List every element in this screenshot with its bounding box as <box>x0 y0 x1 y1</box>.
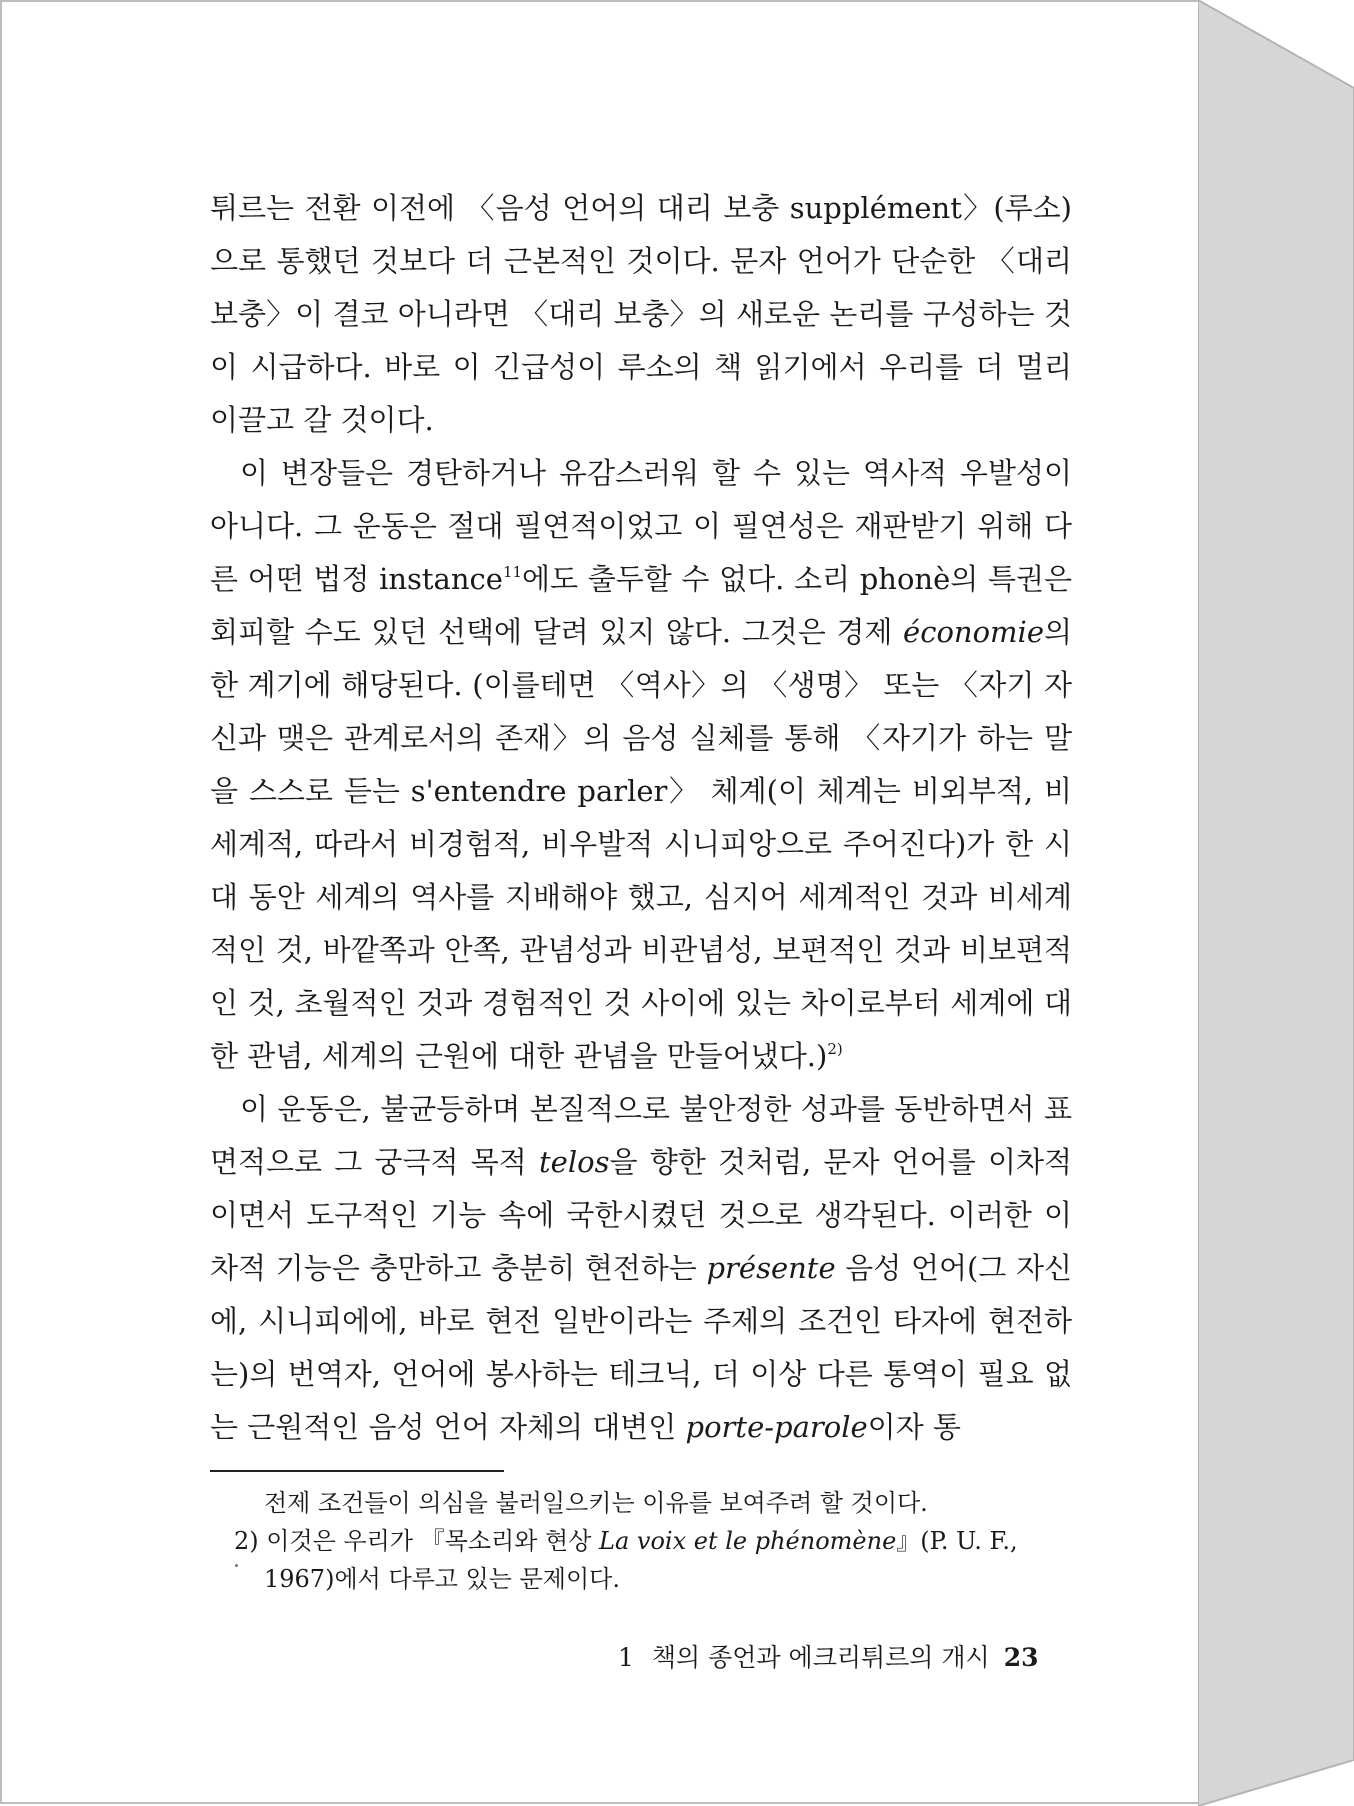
paragraph <box>210 1083 1072 1454</box>
text-run: 에도 출두할 수 없다. 소리 phonè의 특권은 회피할 수도 있던 선택에 달려 있지 않다. 그것은 경제 <box>210 562 1072 649</box>
text-run: 음성 언어(그 자신에, 시니피에에, 바로 현전 일반이라는 주제의 조건인 타자에 현전하는)의 번역자, 언어에 봉사하는 테크닉, 더 이상 다른 통역이 필요 없는 근원적인 음성 언어 자체의 대변인 <box>210 1251 1072 1444</box>
footnote-reference: 11 <box>502 563 523 581</box>
footnote-divider <box>210 1470 504 1472</box>
footer-chapter-number: 1 <box>618 1643 634 1672</box>
page-edge-face <box>1198 0 1354 1806</box>
scan-speck <box>235 1564 238 1567</box>
footnote-continuation: 전제 조건들이 의심을 불러일으키는 이유를 보여주려 할 것이다. <box>264 1489 928 1517</box>
text-run: 의 한 계기에 해당된다. (이를테면 〈역사〉의 〈생명〉 또는 〈자기 자신과 맺은 관계로서의 존재〉의 음성 실체를 통해 〈자기가 하는 말을 스스로 듣는 s'entendre parler〉 체계(이 체계는 비외부적, 비세계적, 따라서 비경험적, 비우발적 시니피앙으로 주어진다)가 한 시대 동안 세계의 역사를 지배해야 했고, 심지어 세계적인 것과 비세계적인 것, 바깥쪽과 안쪽, 관념성과 비관념성, 보편적인 것과 비보편적인 것, 초월적인 것과 경험적인 것 사이에 있는 차이로부터 세계에 대한 관념, 세계의 근원에 대한 관념을 만들어냈다.) <box>210 615 1072 1073</box>
footnote-2-text-after: 』(P. U. F., 1967)에서 다루고 있는 문제이다. <box>264 1527 1018 1593</box>
footnote-2 <box>210 1522 1072 1598</box>
footnote-2-text-before: 이것은 우리가 『목소리와 현상 <box>266 1527 600 1555</box>
text-run: 튀르는 전환 이전에 〈음성 언어의 대리 보충 supplément〉(루소)으로 통했던 것보다 더 근본적인 것이다. 문자 언어가 단순한 〈대리 보충〉이 결코 아니라면 〈대리 보충〉의 새로운 논리를 구성하는 것이 시급하다. 바로 이 긴급성이 루소의 책 읽기에서 우리를 더 멀리 이끌고 갈 것이다. <box>210 191 1072 437</box>
paragraph <box>210 447 1072 1083</box>
footnote-reference: 2) <box>827 1040 843 1058</box>
page-number: 23 <box>1003 1643 1039 1672</box>
text-run: 이자 통 <box>867 1410 961 1444</box>
foreign-term: porte-parole <box>685 1410 868 1444</box>
running-footer <box>618 1638 1068 1674</box>
text-run: 이 변장들은 경탄하거나 유감스러워 할 수 있는 역사적 우발성이 아니다. 그 운동은 절대 필연적이었고 이 필연성은 재판받기 위해 다른 어떤 법정 instance <box>210 456 1072 596</box>
text-run: 이 운동은, 불균등하며 본질적으로 불안정한 성과를 동반하면서 표면적으로 그 궁극적 목적 <box>210 1092 1072 1179</box>
foreign-term: présente <box>706 1251 836 1285</box>
paragraph <box>210 182 1072 447</box>
page-edge-3d <box>1198 0 1354 1806</box>
foreign-term: économie <box>903 615 1044 649</box>
footnote-2-title: La voix et le phénomène <box>599 1527 897 1555</box>
footer-chapter-title: 책의 종언과 에크리튀르의 개시 <box>651 1643 990 1672</box>
footnote-2-marker: 2) <box>234 1527 259 1555</box>
body-text <box>210 182 1072 1454</box>
foreign-term: telos <box>539 1145 610 1179</box>
footnotes <box>210 1484 1072 1598</box>
text-run: 을 향한 것처럼, 문자 언어를 이차적이면서 도구적인 기능 속에 국한시켰던 것으로 생각된다. 이러한 이차적 기능은 충만하고 충분히 현전하는 <box>210 1145 1072 1285</box>
